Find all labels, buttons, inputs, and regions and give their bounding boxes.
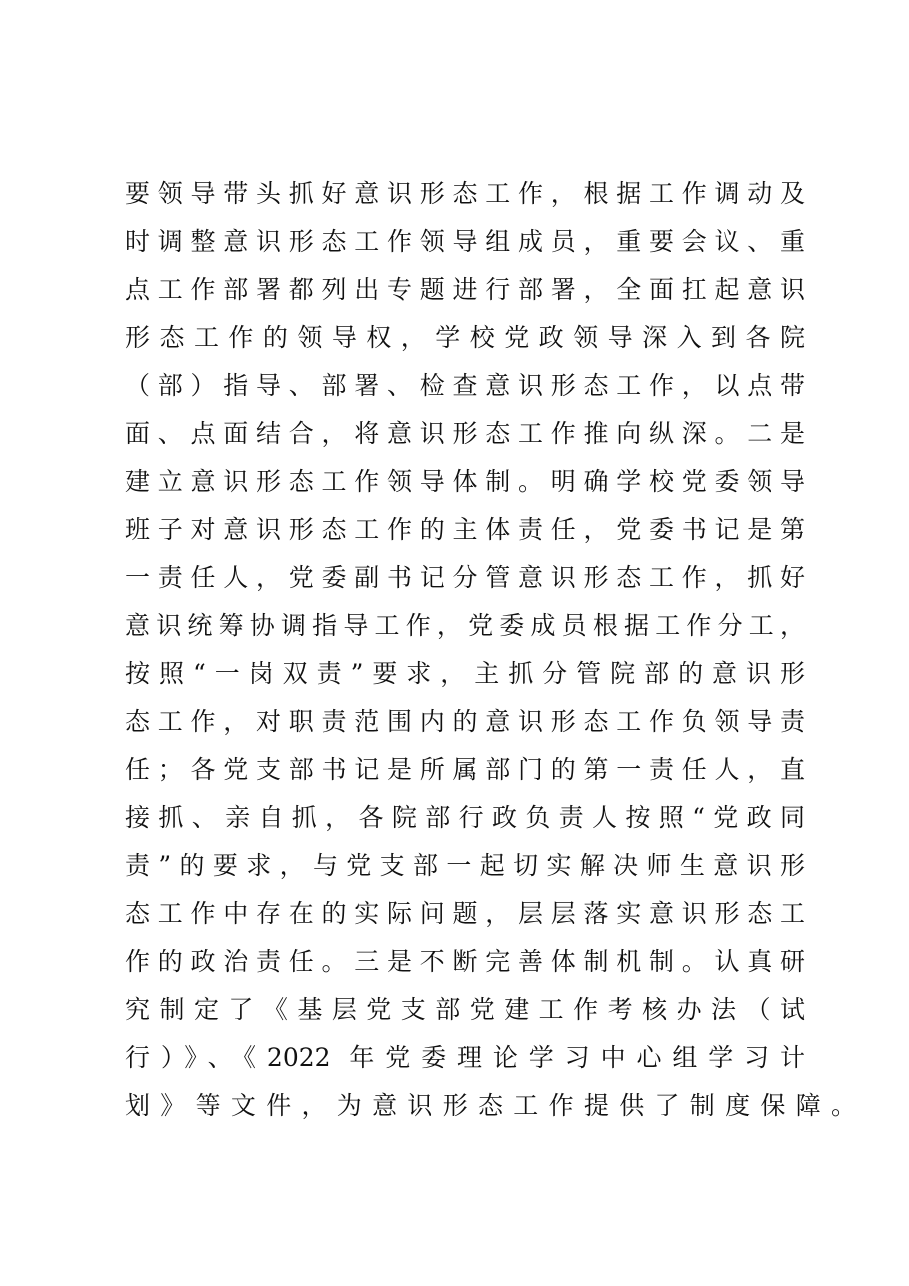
text-line-11: 按照“一岗双责”要求，主抓分管院部的意识形 xyxy=(125,659,805,688)
text-line-5: （部）指导、部署、检查意识形态工作，以点带 xyxy=(125,371,805,400)
text-line-3: 点工作部署都列出专题进行部署，全面扛起意识 xyxy=(125,275,805,304)
text-line-17: 作的政治责任。三是不断完善体制机制。认真研 xyxy=(125,947,805,976)
text-line-8: 班子对意识形态工作的主体责任，党委书记是第 xyxy=(125,515,805,544)
text-line-16: 态工作中存在的实际问题，层层落实意识形态工 xyxy=(125,899,805,928)
text-line-19: 行）》、《2022 年党委理论学习中心组学习计 xyxy=(125,1043,805,1072)
text-line-9: 一责任人，党委副书记分管意识形态工作，抓好 xyxy=(125,563,805,592)
text-line-4: 形态工作的领导权，学校党政领导深入到各院 xyxy=(125,323,805,352)
text-line-12: 态工作，对职责范围内的意识形态工作负领导责 xyxy=(125,707,805,736)
text-line-15: 责”的要求，与党支部一起切实解决师生意识形 xyxy=(125,851,805,880)
body-text xyxy=(125,170,867,1130)
text-line-7: 建立意识形态工作领导体制。明确学校党委领导 xyxy=(125,467,805,496)
text-line-20: 划》等文件，为意识形态工作提供了制度保障。 xyxy=(125,1091,867,1120)
text-line-18: 究制定了《基层党支部党建工作考核办法（试 xyxy=(125,995,805,1024)
text-line-2: 时调整意识形态工作领导组成员，重要会议、重 xyxy=(125,227,805,256)
text-line-6: 面、点面结合，将意识形态工作推向纵深。二是 xyxy=(125,419,805,448)
text-line-10: 意识统筹协调指导工作，党委成员根据工作分工， xyxy=(125,611,805,640)
text-line-14: 接抓、亲自抓，各院部行政负责人按照“党政同 xyxy=(125,803,805,832)
text-line-13: 任；各党支部书记是所属部门的第一责任人，直 xyxy=(125,755,805,784)
text-line-1: 要领导带头抓好意识形态工作，根据工作调动及 xyxy=(125,179,805,208)
